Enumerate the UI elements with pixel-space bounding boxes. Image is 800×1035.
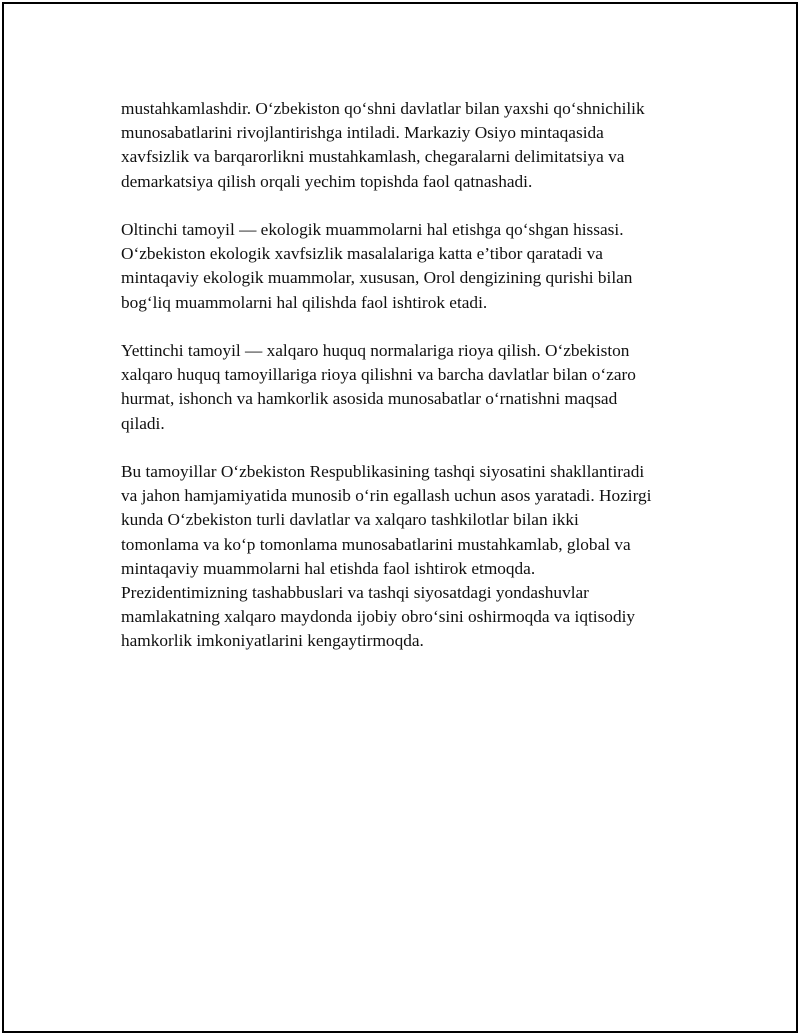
- paragraph-3: Yettinchi tamoyil — xalqaro huquq normalariga rioya qilish. O‘zbekiston xalqaro huquq tamoyillariga rioya qilishni va barcha davlatlar bilan o‘zaro hurmat, ishonch va hamkorlik asosida munosabatlar o‘rnatishni maqsad qiladi.: [121, 341, 636, 433]
- paragraph-2: Oltinchi tamoyil — ekologik muammolarni hal etishga qo‘shgan hissasi. O‘zbekiston ekologik xavfsizlik masalalariga katta e’tibor qaratadi va mintaqaviy ekologik muammolar, xususan, Orol dengizining qurishi bilan bog‘liq muammolarni hal qilishda faol ishtirok etadi.: [121, 220, 633, 312]
- paragraph-4: Bu tamoyillar O‘zbekiston Respublikasining tashqi siyosatini shakllantiradi va jahon hamjamiyatida munosib o‘rin egallash uchun asos yaratadi. Hozirgi kunda O‘zbekiston turli davlatlar va xalqaro tashkilotlar bilan ikki tomonlama va ko‘p tomonlama munosabatlarini mustahkamlab, global va mintaqaviy muammolarni hal etishda faol ishtirok etmoqda. Prezidentimizning tashabbuslari va tashqi siyosatdagi yondashuvlar mamlakatning xalqaro maydonda ijobiy obro‘sini oshirmoqda va iqtisodiy hamkorlik imkoniyatlarini kengaytirmoqda.: [121, 462, 652, 651]
- paragraph-1: mustahkamlashdir. O‘zbekiston qo‘shni davlatlar bilan yaxshi qo‘shnichilik munosabatlarini rivojlantirishga intiladi. Markaziy Osiyo mintaqasida xavfsizlik va barqarorlikni mustahkamlash, chegaralarni delimitatsiya va demarkatsiya qilish orqali yechim topishda faol qatnashadi.: [121, 99, 645, 191]
- document-body: [121, 97, 691, 678]
- page-frame: [2, 2, 798, 1033]
